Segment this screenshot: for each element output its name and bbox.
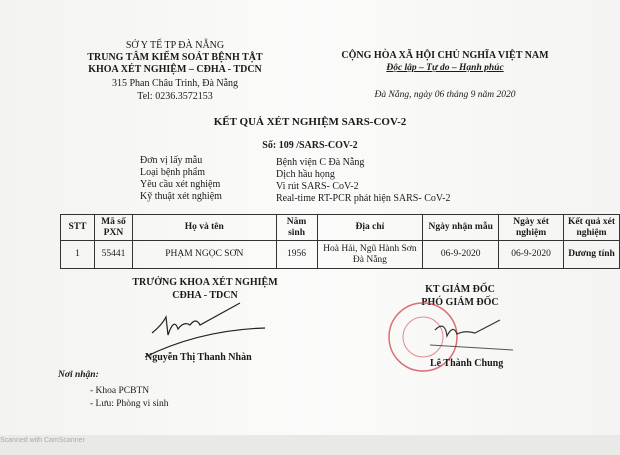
cell-result: Dương tính (564, 241, 620, 269)
right-signer-name: Lê Thành Chung (430, 358, 504, 369)
info-label: Kỹ thuật xét nghiệm (140, 191, 222, 202)
col-birth-year: Năm sinh (276, 215, 317, 241)
info-label: Yêu cầu xét nghiệm (140, 179, 221, 190)
cell-test-date: 06-9-2020 (499, 241, 564, 269)
center-name: TRUNG TÂM KIỂM SOÁT BỆNH TẬT (87, 52, 263, 63)
col-address: Địa chỉ (317, 215, 423, 241)
scanner-watermark: Scanned with CamScanner (0, 437, 85, 444)
tel: Tel: 0236.3572153 (137, 91, 213, 102)
right-signer-title: KT GIÁM ĐỐC (425, 284, 495, 295)
col-test-date: Ngày xét nghiệm (499, 215, 564, 241)
ministry: SỞ Y TẾ TP ĐÀ NẴNG (125, 40, 225, 51)
col-stt: STT (61, 215, 95, 241)
info-value: Real-time RT-PCR phát hiện SARS- CoV-2 (276, 193, 451, 204)
country-heading: CỘNG HÒA XÃ HỘI CHỦ NGHĨA VIỆT NAM (341, 50, 549, 61)
document-number: Số: 109 /SARS-COV-2 (262, 140, 358, 151)
right-signer-subtitle: PHÓ GIÁM ĐỐC (421, 297, 499, 308)
info-value: Vi rút SARS- CoV-2 (276, 181, 359, 192)
recipient-item: - Khoa PCBTN (90, 386, 150, 396)
recipients-label: Nơi nhận: (58, 370, 99, 380)
cell-code: 55441 (94, 241, 132, 269)
info-value: Bệnh viện C Đà Nẵng (276, 157, 365, 168)
cell-name: PHẠM NGỌC SƠN (132, 241, 276, 269)
cell-address: Hoà Hải, Ngũ Hành Sơn Đà Nẵng (317, 241, 423, 269)
cell-received-date: 06-9-2020 (423, 241, 499, 269)
cell-birth-year: 1956 (276, 241, 317, 269)
left-signer-name: Nguyễn Thị Thanh Nhàn (145, 352, 252, 363)
col-result: Kết quả xét nghiệm (564, 215, 620, 241)
department-name: KHOA XÉT NGHIỆM – CĐHA - TDCN (88, 64, 262, 75)
col-received-date: Ngày nhận mẫu (423, 215, 499, 241)
table-header-row (61, 215, 620, 241)
cell-stt: 1 (61, 241, 95, 269)
document-title: KẾT QUẢ XÉT NGHIỆM SARS-COV-2 (213, 116, 407, 128)
info-value: Dịch hầu họng (276, 169, 335, 180)
recipient-item: - Lưu: Phòng vi sinh (90, 399, 169, 409)
left-signer-subtitle: CĐHA - TDCN (172, 290, 238, 301)
results-table (60, 214, 620, 269)
col-code: Mã số PXN (94, 215, 132, 241)
address: 315 Phan Châu Trinh, Đà Nẵng (111, 78, 239, 89)
date: Đà Nẵng, ngày 06 tháng 9 năm 2020 (374, 90, 516, 100)
info-label: Loại bệnh phẩm (140, 167, 205, 178)
col-name: Họ và tên (132, 215, 276, 241)
left-signer-title: TRƯỞNG KHOA XÉT NGHIỆM (132, 277, 278, 288)
table-row (61, 241, 620, 269)
info-label: Đơn vị lấy mẫu (140, 155, 203, 166)
left-signature (140, 295, 270, 360)
motto: Độc lập – Tự do – Hạnh phúc (386, 63, 504, 73)
